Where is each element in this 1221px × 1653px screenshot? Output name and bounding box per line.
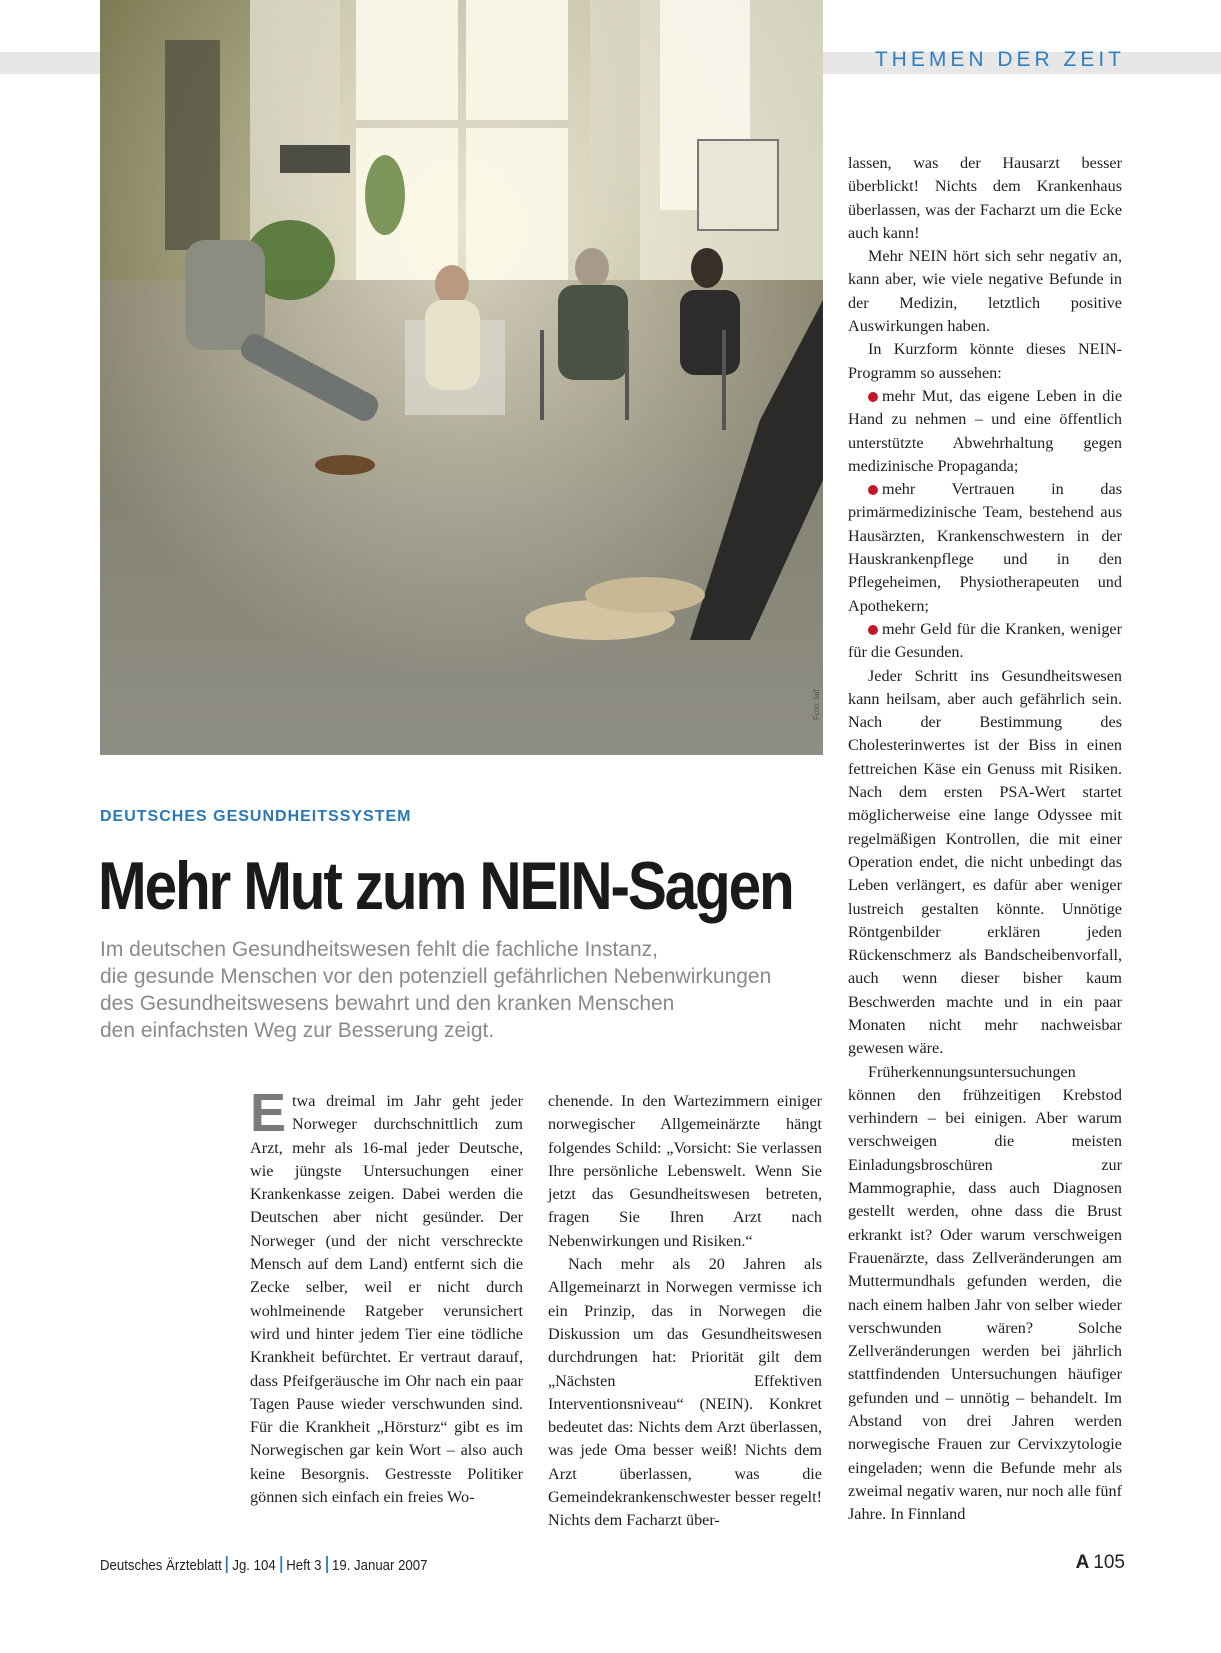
bullet-dot-icon xyxy=(868,625,878,635)
bullet-text: mehr Geld für die Kranken, weniger für die Gesunden. xyxy=(848,619,1122,662)
body-paragraph: lassen, was der Hausarzt besser überblickt! Nichts dem Krankenhaus überlassen, was der Facharzt um die Ecke auch kann! xyxy=(848,154,1122,242)
journal-date: 19. Januar 2007 xyxy=(332,1557,428,1574)
article-kicker: DEUTSCHES GESUNDHEITSSYSTEM xyxy=(100,808,412,825)
bullet-dot-icon xyxy=(868,485,878,495)
lead-line: Im deutschen Gesundheitswesen fehlt die fachliche Instanz, xyxy=(100,938,658,961)
footer-separator xyxy=(280,1556,282,1573)
article-title: Mehr Mut zum NEIN-Sagen xyxy=(98,848,793,924)
body-paragraph: twa dreimal im Jahr geht jeder Norweger durchschnittlich zum Arzt, mehr als 16-mal jeder Deutsche, wie jüngste Untersuchungen einer Krankenkasse zeigen. Dabei werden die Deutschen aber nicht gesünder. Der Norweger (und der nicht verschreckte Mensch auf dem Land) entfernt sich die Zecke selber, weil er nicht durch wohlmeinende Ratgeber verunsichert wird und hinter jedem Tier eine tödliche Krankheit befürchtet. Er vertraut darauf, dass Pfeifgeräusche im Ohr nach ein paar Tagen Pause wieder verschwunden sind. Für die Krankheit „Hörsturz“ gibt es im Norwegischen gar kein Wort – also auch keine Besorgnis. Gestresste Politiker gönnen sich einfach ein freies Wo- xyxy=(250,1092,523,1507)
body-column-1 xyxy=(250,1083,523,1509)
footer-separator xyxy=(326,1556,328,1573)
journal-volume: Jg. 104 xyxy=(232,1557,276,1574)
body-column-3 xyxy=(848,152,1122,1527)
section-label: THEMEN DER ZEIT xyxy=(874,48,1125,71)
journal-name: Deutsches Ärzteblatt xyxy=(100,1557,222,1574)
bullet-dot-icon xyxy=(868,392,878,402)
bullet-text: mehr Vertrauen in das primärmedizinische Team, bestehend aus Hausärzten, Krankenschwestern in der Hauskrankenpflege und in den Pflegeheimen, Physiotherapeuten und Apothekern; xyxy=(848,480,1122,615)
bullet-item xyxy=(848,618,1122,665)
page-number xyxy=(1076,1552,1125,1574)
footer-separator xyxy=(226,1556,228,1573)
article-photo xyxy=(100,0,823,755)
bullet-item xyxy=(848,478,1122,618)
body-paragraph: Jeder Schritt ins Gesundheitswesen kann heilsam, aber auch gefährlich sein. Nach der Bestimmung des Cholesterinwertes ist der Biss in einen fettreichen Käse ein Genuss mit Risiken. Nach dem ersten PSA-Wert startet möglicherweise eine lange Odyssee mit regelmäßigen Kontrollen, die mit einer Operation endet, die nicht unbedingt das Leben verlängert, es dafür aber weniger lustreich gestalten könnte. Unnötige Röntgenbilder erklären jeden Rückenschmerz als Bandscheibenvorfall, auch wenn dieser bisher kaum Beschwerden machte und in ein paar Monaten nicht mehr nachweisbar gewesen wäre. xyxy=(848,666,1122,1058)
body-paragraph: Mehr NEIN hört sich sehr negativ an, kann aber, wie viele negative Befunde in der Medizin, letztlich positive Auswirkungen haben. xyxy=(848,247,1122,336)
page-prefix: A xyxy=(1075,1552,1090,1573)
lead-line: des Gesundheitswesens bewahrt und den kranken Menschen xyxy=(100,992,675,1015)
body-paragraph: Nach mehr als 20 Jahren als Allgemeinarzt in Norwegen vermisse ich ein Prinzip, das in Norwegen die Diskussion um das Gesundheitswesen durchdrungen hat: Priorität gilt dem „Nächsten Effektiven Interventionsniveau“ (NEIN). Konkret bedeutet das: Nichts dem Arzt überlassen, was jede Oma besser weiß! Nichts dem Arzt überlassen, was die Gemeindekrankenschwester besser regelt! Nichts dem Facharzt über- xyxy=(548,1255,822,1530)
body-paragraph: Früherkennungsuntersuchungen können den frühzeitigen Krebstod verhindern – bei einigen. Aber warum verschweigen die meisten Einladungsbroschüren zur Mammographie, dass auch Diagnosen gestellt werden, ohne dass die Brust erkrankt ist? Oder warum verschweigen Frauenärzte, dass Zellveränderungen am Muttermundhals gefunden werden, die nach einem halben Jahr von selber wieder verschwunden wären? Solche Zellveränderungen werden bei jährlich stattfindenden Untersuchungen häufiger gefunden und – unnötig – behandelt. Im Abstand von drei Jahren werden norwegische Frauen zur Cervixzytologie eingeladen; wenn die Befunde mehr als zweimal negativ waren, nur noch alle fünf Jahre. In Finnland xyxy=(848,1062,1122,1524)
photo-credit: Foto: laif xyxy=(812,689,821,720)
journal-issue: Heft 3 xyxy=(286,1557,322,1574)
article-lead xyxy=(100,936,840,1044)
lead-line: die gesunde Menschen vor den potenziell gefährlichen Nebenwirkungen xyxy=(100,965,772,988)
footer-citation xyxy=(100,1556,427,1574)
page-number-value: 105 xyxy=(1093,1552,1125,1573)
body-column-2 xyxy=(548,1090,822,1533)
bullet-item xyxy=(848,385,1122,478)
body-paragraph: In Kurzform könnte dieses NEIN-Programm so aussehen: xyxy=(848,340,1122,382)
bullet-text: mehr Mut, das eigene Leben in die Hand zu nehmen – und eine öffentlich unterstützte Abwehrhaltung gegen medizinische Propaganda; xyxy=(848,386,1122,475)
body-paragraph: chenende. In den Wartezimmern einiger norwegischer Allgemeinärzte hängt folgendes Schild: „Vorsicht: Sie verlassen Ihre persönliche Lebenswelt. Wenn Sie jetzt das Gesundheitswesen betreten, fragen Sie Ihren Arzt nach Nebenwirkungen und Risiken.“ xyxy=(548,1092,822,1250)
drop-cap: E xyxy=(250,1083,287,1143)
lead-line: den einfachsten Weg zur Besserung zeigt. xyxy=(100,1019,495,1042)
